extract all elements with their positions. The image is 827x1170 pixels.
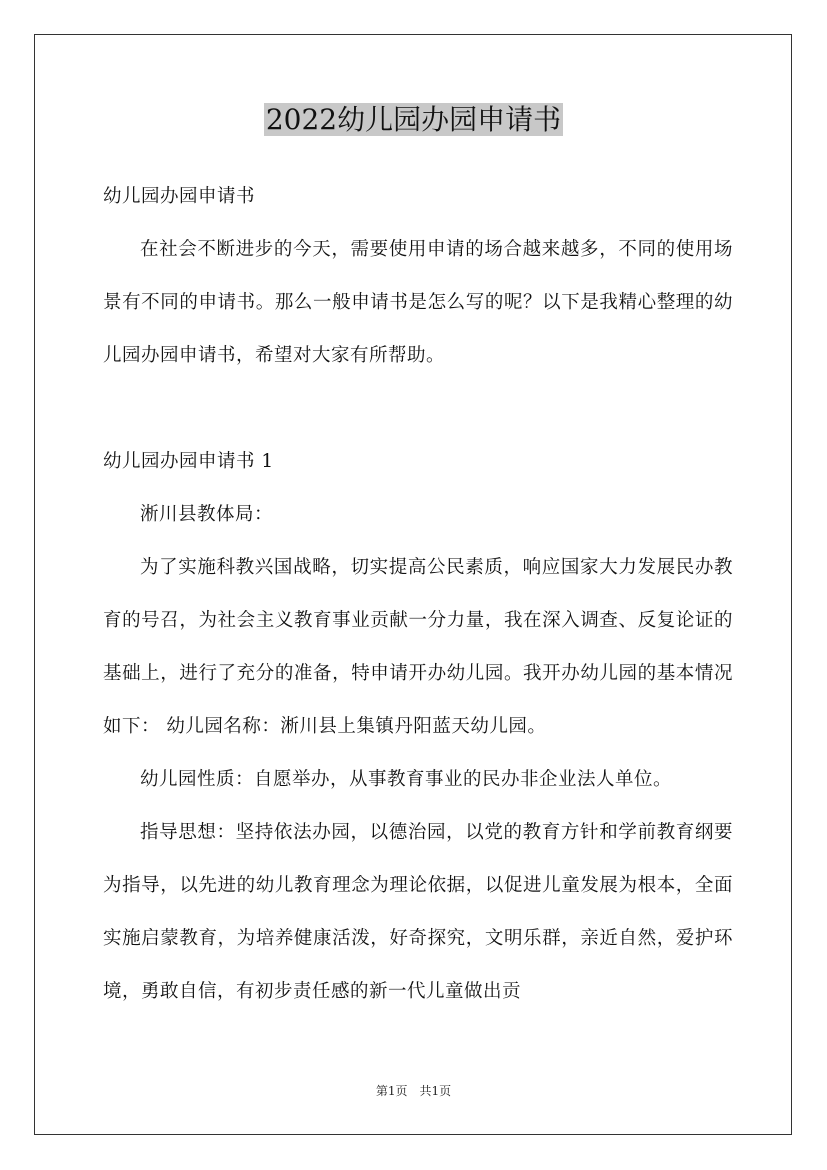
paragraph: 幼儿园办园申请书 (103, 186, 256, 207)
paragraph: 在社会不断进步的今天，需要使用申请的场合越来越多，不同的使用场景有不同的申请书。那么一般申请书是怎么写的呢？以下是我精心整理的幼儿园办园申请书，希望对大家有所帮助。 (103, 239, 733, 366)
document-body (103, 170, 733, 1018)
paragraph: 幼儿园性质：自愿举办，从事教育事业的民办非企业法人单位。 (140, 769, 673, 790)
page-footer: 第1页 共1页 (375, 1084, 452, 1098)
document-title (0, 100, 827, 140)
document-title-text: 2022幼儿园办园申请书 (265, 103, 562, 136)
paragraph: 指导思想：坚持依法办园，以德治园，以党的教育方针和学前教育纲要为指导，以先进的幼儿教育理念为理论依据，以促进儿童发展为根本，全面实施启蒙教育，为培养健康活泼，好奇探究，文明乐群，亲近自然，爱护环境，勇敢自信，有初步责任感的新一代儿童做出贡 (103, 822, 733, 1002)
paragraph: 淅川县教体局： (140, 504, 274, 525)
paragraph: 为了实施科教兴国战略，切实提高公民素质，响应国家大力发展民办教育的号召，为社会主义教育事业贡献一分力量，我在深入调查、反复论证的基础上，进行了充分的准备，特申请开办幼儿园。我开办幼儿园的基本情况如下： 幼儿园名称：淅川县上集镇丹阳蓝天幼儿园。 (103, 557, 733, 737)
paragraph: 幼儿园办园申请书 1 (103, 451, 274, 472)
